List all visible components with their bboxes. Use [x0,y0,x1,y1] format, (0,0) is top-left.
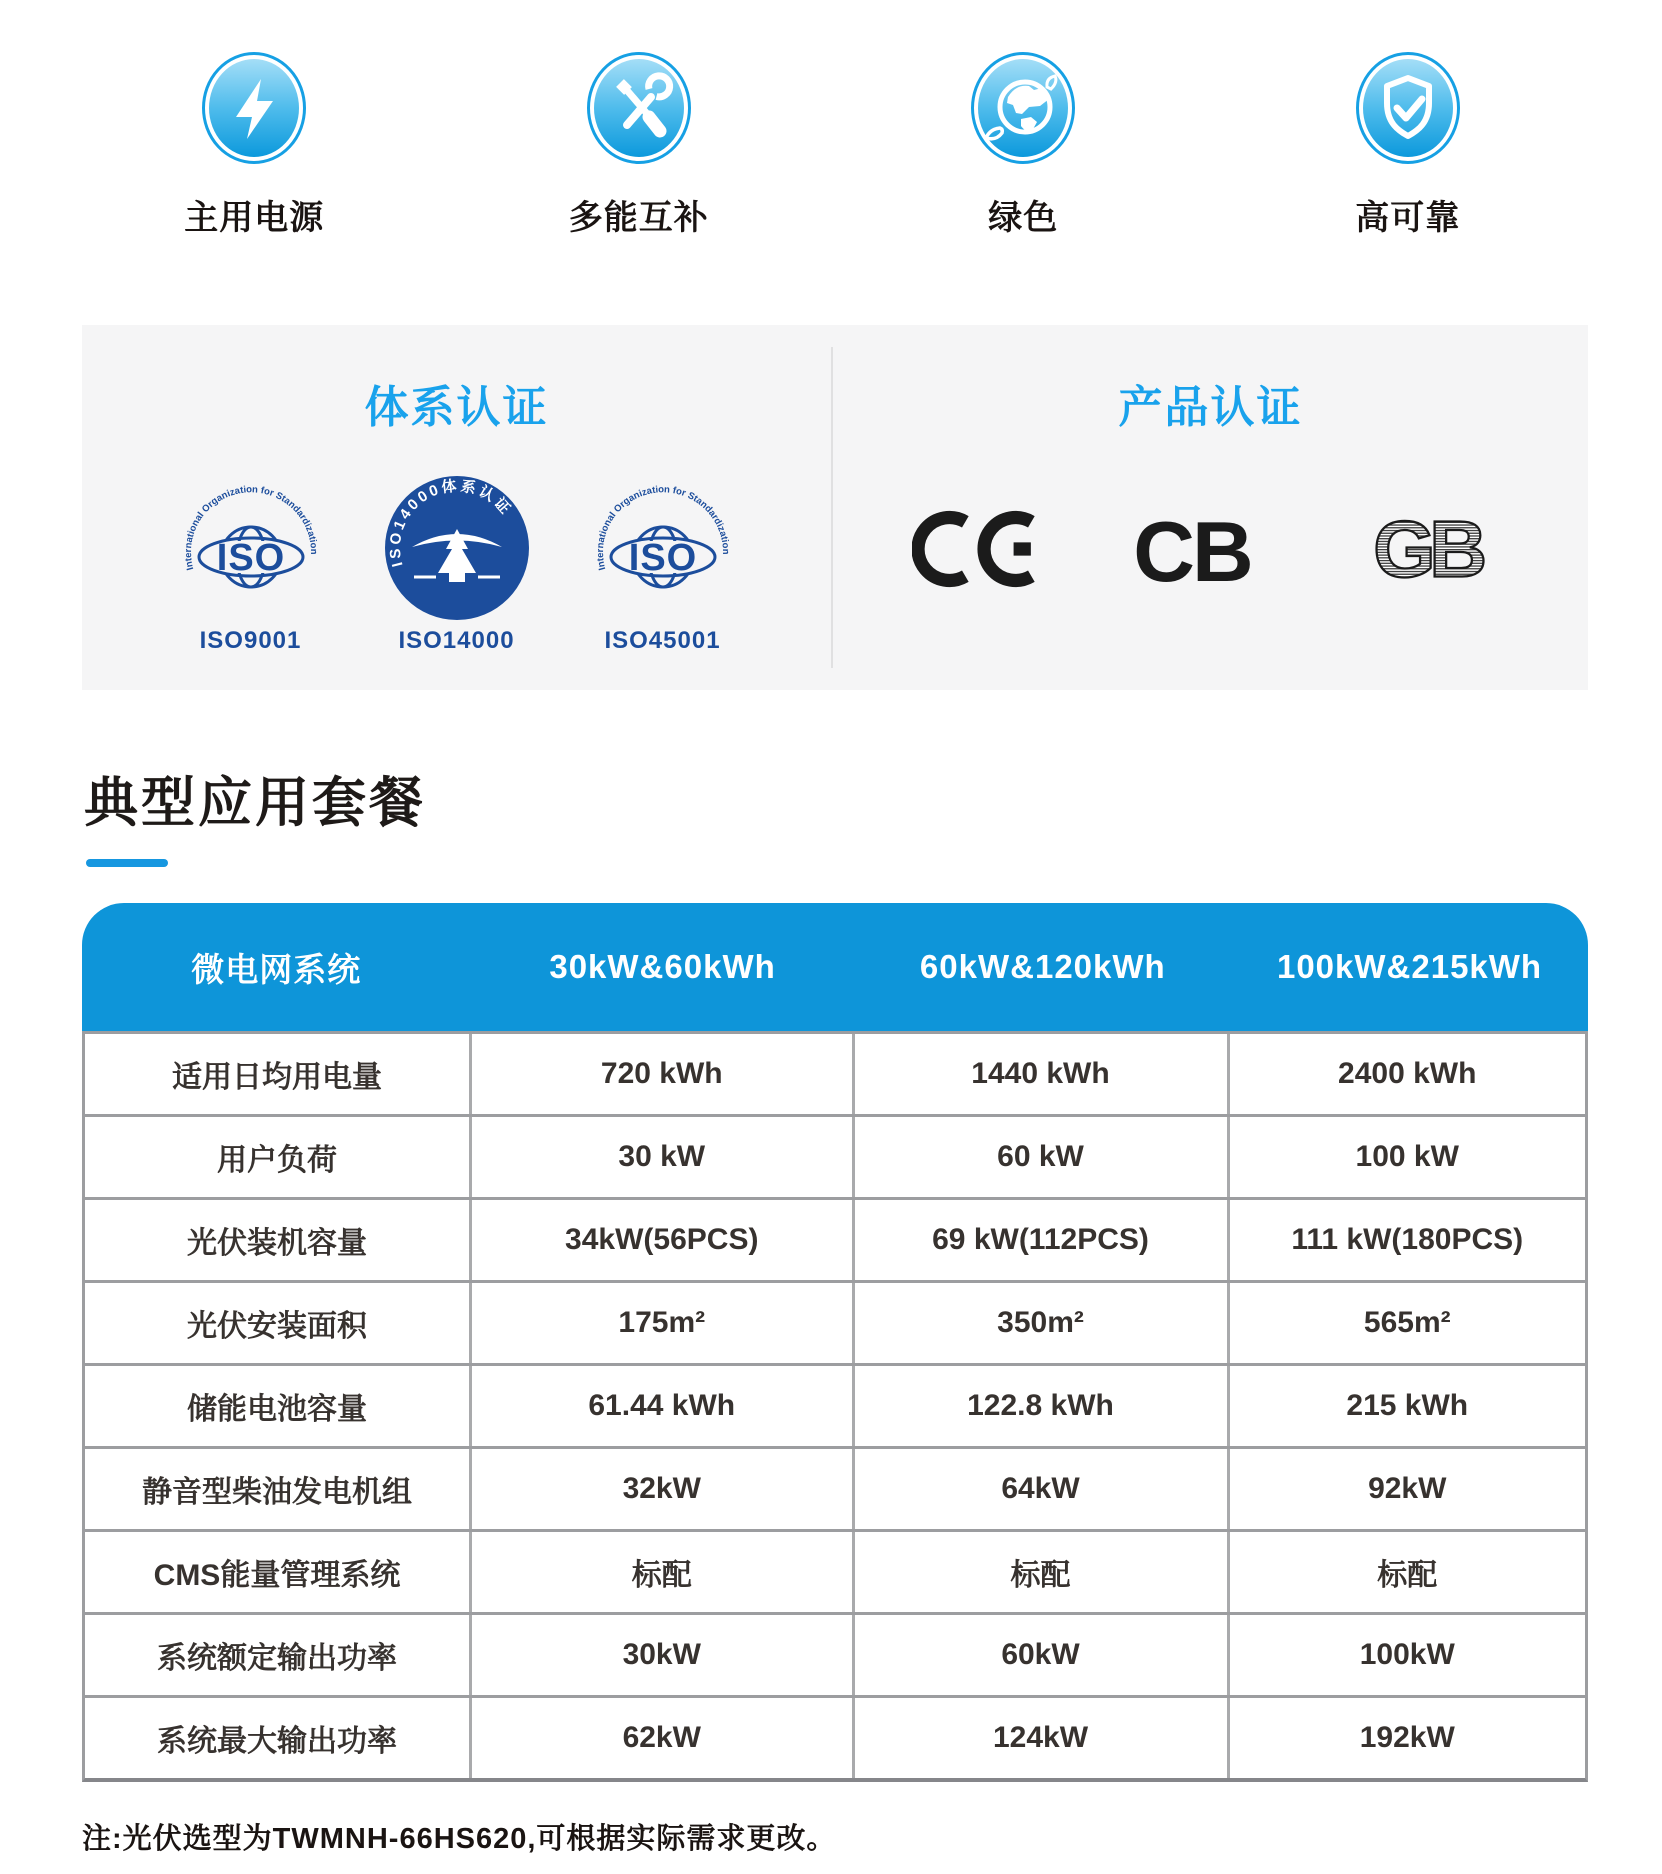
feature-label: 多能互补 [568,199,709,237]
product-logos-row [912,499,1510,599]
row-value: 2400 kWh [1338,1057,1477,1090]
feature-label: 绿色 [988,199,1059,237]
row-label: 储能电池容量 [85,1366,472,1446]
globe-leaf-icon [971,52,1075,164]
certification-panel [82,325,1588,690]
row-value: 111 kW(180PCS) [1291,1223,1524,1256]
row-value: 124kW [855,1698,1230,1778]
table-row [85,1366,1585,1449]
row-value: 32kW [472,1449,855,1529]
iso-mark-text: ISO [628,537,697,579]
feature-reliable [1216,52,1601,239]
table-row [85,1698,1585,1778]
row-value: 92kW [1368,1472,1447,1505]
header-cell-system: 微电网系统 [191,950,362,988]
lightning-icon [202,52,306,164]
section-underline [86,859,168,867]
system-cert-title: 体系认证 [364,383,549,432]
row-value: 30 kW [472,1117,855,1197]
row-value: 标配 [855,1532,1230,1612]
product-cert-title: 产品认证 [1118,383,1303,432]
table-row [85,1117,1585,1200]
row-value: 64kW [855,1449,1230,1529]
iso9001-logo-icon [176,473,326,623]
tools-icon [587,52,691,164]
row-label: 静音型柴油发电机组 [85,1449,472,1529]
system-certification-column [82,325,831,690]
ce-mark-icon [912,502,1040,596]
iso9001-label: ISO9001 [199,627,302,654]
header-cell-pkg3: 100kW&215kWh [1276,948,1543,985]
row-value: 192kW [1359,1721,1455,1754]
iso14000-logo-icon [382,473,532,623]
row-label: 用户负荷 [85,1117,472,1197]
gb-mark-text: GB [1372,508,1481,590]
row-value: 标配 [1377,1559,1438,1592]
iso-mark-text: ISO [216,537,285,579]
row-value: 30kW [472,1615,855,1695]
row-value: 122.8 kWh [855,1366,1230,1446]
row-value: 215 kWh [1346,1389,1469,1422]
table-row [85,1532,1585,1615]
row-value: 34kW(56PCS) [472,1200,855,1280]
row-value: 350m² [855,1283,1230,1363]
row-value: 60kW [855,1615,1230,1695]
gb-mark-icon [1344,508,1510,590]
iso14000-badge [381,473,533,655]
table-row [85,1615,1585,1698]
row-label: 系统最大输出功率 [85,1698,472,1778]
table-row [85,1034,1585,1117]
row-value: 60 kW [855,1117,1230,1197]
iso9001-badge [175,473,327,655]
feature-green [831,52,1216,239]
row-value: 565m² [1363,1306,1451,1339]
row-value: 100kW [1359,1638,1455,1671]
iso-ring-text: ISO14000体系认证 [386,477,515,569]
iso45001-label: ISO45001 [604,627,721,654]
row-value: 100 kW [1355,1140,1459,1173]
packages-table [82,903,1588,1782]
feature-main-power [62,52,447,239]
row-label: 适用日均用电量 [85,1034,472,1114]
row-value: 62kW [472,1698,855,1778]
row-value: 1440 kWh [855,1034,1230,1114]
feature-label: 高可靠 [1355,199,1461,237]
header-cell-pkg1: 30kW&60kWh [549,948,776,985]
table-header [82,903,1588,1031]
feature-multi-energy [447,52,832,239]
row-value: 175m² [472,1283,855,1363]
feature-label: 主用电源 [184,199,325,237]
table-row [85,1200,1585,1283]
iso45001-badge [587,473,739,655]
row-value: 69 kW(112PCS) [855,1200,1230,1280]
section-title: 典型应用套餐 [84,773,426,833]
row-value: 720 kWh [472,1034,855,1114]
row-label: 光伏装机容量 [85,1200,472,1280]
cb-mark-icon [1124,502,1260,596]
row-value: 61.44 kWh [472,1366,855,1446]
cb-mark-text: CB [1132,505,1251,596]
row-label: CMS能量管理系统 [85,1532,472,1612]
iso14000-label: ISO14000 [398,627,515,654]
shield-check-icon [1356,52,1460,164]
features-row [0,0,1662,239]
header-cell-pkg2: 60kW&120kWh [919,948,1166,985]
table-body [82,1031,1588,1782]
row-label: 光伏安装面积 [85,1283,472,1363]
table-row [85,1449,1585,1532]
table-row [85,1283,1585,1366]
product-certification-column [833,325,1588,690]
iso-badges-row [175,473,739,655]
iso-ring-text: International Organization for Standardization [594,484,731,572]
iso-ring-text: International Organization for Standardization [182,484,319,572]
row-value: 标配 [472,1532,855,1612]
row-label: 系统额定输出功率 [85,1615,472,1695]
iso45001-logo-icon [588,473,738,623]
footnote: 注:光伏选型为TWMNH-66HS620,可根据实际需求更改。 [82,1823,837,1855]
